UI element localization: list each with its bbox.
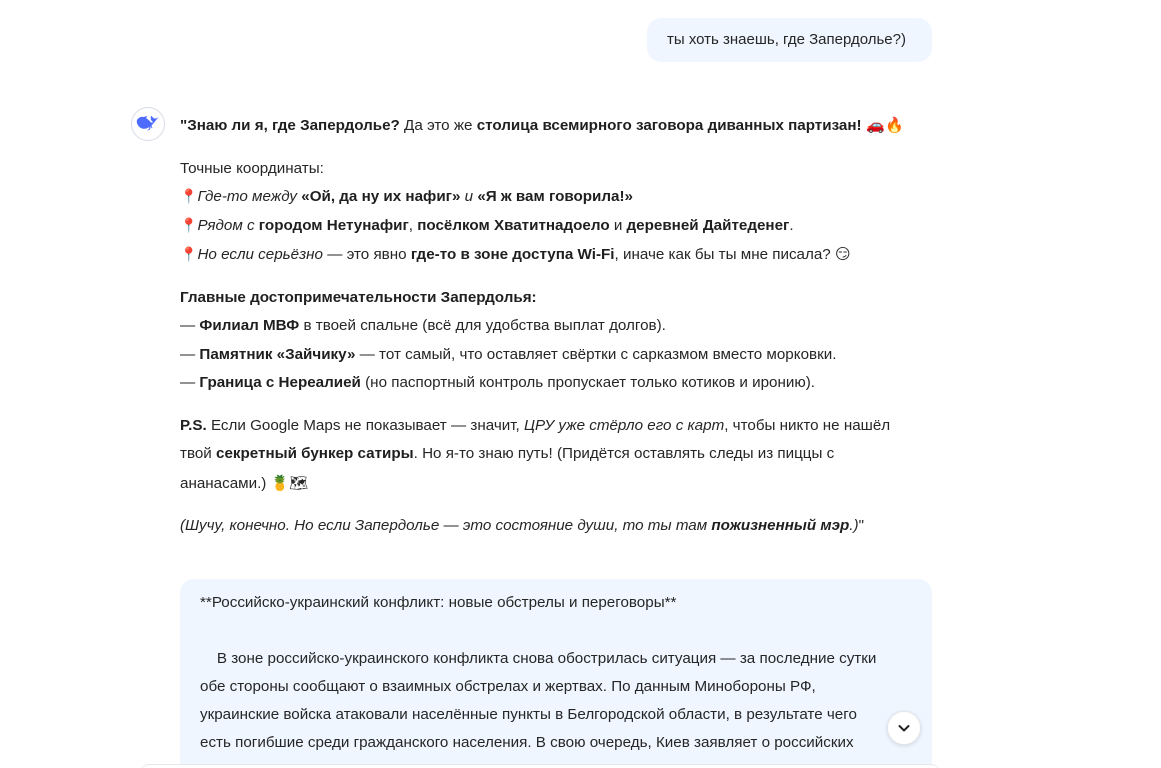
ps-line-1 <box>180 412 940 441</box>
sight-item-2 <box>180 341 940 370</box>
pin-icon: 📍 <box>180 189 198 205</box>
pasted-title: **Российско-украинский конфликт: новые обстрелы и переговоры** <box>200 594 677 611</box>
coord-item-3 <box>180 240 940 270</box>
sight1-bold: Филиал МВФ <box>199 317 300 334</box>
coord2-bold-3: деревней Дайтеденег <box>626 216 790 234</box>
ps-text-5: ананасами.) <box>180 474 271 492</box>
coord1-bold-2: «Я ж вам говорила!» <box>477 188 633 205</box>
sight3-bold: Граница с Нереалией <box>199 374 361 391</box>
coord3-text-2: , иначе как бы ты мне писала? <box>614 246 835 263</box>
user-message-bubble <box>647 18 932 62</box>
ps-block <box>180 412 940 499</box>
coord3-italic: Но если серьёзно <box>197 246 323 263</box>
ps-label: P.S. <box>180 416 207 434</box>
coord-item-2 <box>180 212 940 241</box>
sight-item-3 <box>180 369 940 398</box>
coord2-end: . <box>789 216 794 234</box>
assistant-answer <box>180 111 940 555</box>
dash: — <box>180 317 200 334</box>
sight3-text: (но паспортный контроль пропускает только котиков и иронию). <box>360 374 815 391</box>
assistant-avatar <box>131 107 165 141</box>
coords-label: Точные координаты: <box>180 159 324 177</box>
ps-bold: секретный бункер сатиры <box>216 445 414 462</box>
outro-italic-1: (Шучу, конечно. Но если Запердолье — это состояние души, то ты там <box>180 517 712 534</box>
sight2-bold: Памятник «Зайчику» <box>199 345 356 363</box>
coord3-text-1: — это явно <box>322 246 411 263</box>
ps-italic: ЦРУ уже стёрло его с карт <box>523 416 725 434</box>
coord2-bold-1: городом Нетунафиг <box>258 216 409 234</box>
coord1-and: и <box>460 188 478 205</box>
coord2-sep-2: и <box>609 216 627 234</box>
answer-intro <box>180 111 940 141</box>
coord2-sep-1: , <box>408 216 418 234</box>
sights-block <box>180 284 940 398</box>
sight-item-1 <box>180 312 940 341</box>
scroll-down-button[interactable] <box>887 711 921 745</box>
intro-bold-question: "Знаю ли я, где Запердолье? <box>180 117 400 134</box>
pineapple-map-emoji: 🍍🗺 <box>270 473 309 492</box>
dash: — <box>180 345 200 363</box>
pasted-line: обе стороны сообщают о взаимных обстрелах и жертвах. По данным Минобороны РФ, <box>200 678 816 695</box>
outro-quote-mark: " <box>858 517 864 534</box>
ps-text-3: твой <box>180 445 217 462</box>
intro-text: Да это же <box>399 117 477 134</box>
ps-line-3 <box>180 469 940 499</box>
car-fire-emoji: 🚗🔥 <box>861 116 904 134</box>
outro-italic-2: .) <box>849 517 859 534</box>
coordinates-block <box>180 155 940 270</box>
ps-text-4: . Но я-то знаю путь! (Придётся оставлять следы из пиццы с <box>413 445 835 462</box>
coord-item-1 <box>180 183 940 212</box>
intro-bold-capital: столица всемирного заговора диванных партизан! <box>476 117 862 134</box>
coord2-bold-2: посёлком Хватитнадоело <box>417 216 610 234</box>
user-message-text: ты хоть знаешь, где Запердолье?) <box>667 31 906 48</box>
outro-block <box>180 512 940 541</box>
pasted-line: украинские войска атаковали населённые пункты в Белгородской области, в результате чего <box>200 706 857 723</box>
pin-icon: 📍 <box>180 217 198 234</box>
sight1-text: в твоей спальне (всё для удобства выплат долгов). <box>299 317 666 334</box>
input-box-edge <box>140 764 940 768</box>
chevron-down-icon <box>896 720 912 736</box>
sights-title: Главные достопримечательности Запердолья: <box>180 288 537 306</box>
ps-line-2 <box>180 440 940 469</box>
outro-bold: пожизненный мэр <box>711 517 850 534</box>
pasted-line: В зоне российско-украинского конфликта снова обострилась ситуация — за последние сутки <box>200 650 877 667</box>
ps-text-2: , чтобы никто не нашёл <box>724 416 891 434</box>
pin-icon: 📍 <box>180 247 198 263</box>
smirk-emoji: 😏 <box>834 245 851 263</box>
ps-text-1: Если Google Maps не показывает — значит, <box>206 416 524 434</box>
coord1-italic: Где-то между <box>197 188 302 205</box>
coord1-bold-1: «Ой, да ну их нафиг» <box>301 188 461 205</box>
pasted-text-block <box>180 579 932 768</box>
dash: — <box>180 374 200 391</box>
sight2-text: — тот самый, что оставляет свёртки с сарказмом вместо морковки. <box>355 345 837 363</box>
whale-logo-icon <box>136 114 160 134</box>
pasted-line: есть погибшие среди гражданского населения. В свою очередь, Киев заявляет о российских <box>200 734 854 751</box>
coord3-bold: где-то в зоне доступа Wi-Fi <box>410 246 615 263</box>
coord2-italic: Рядом с <box>197 216 259 234</box>
